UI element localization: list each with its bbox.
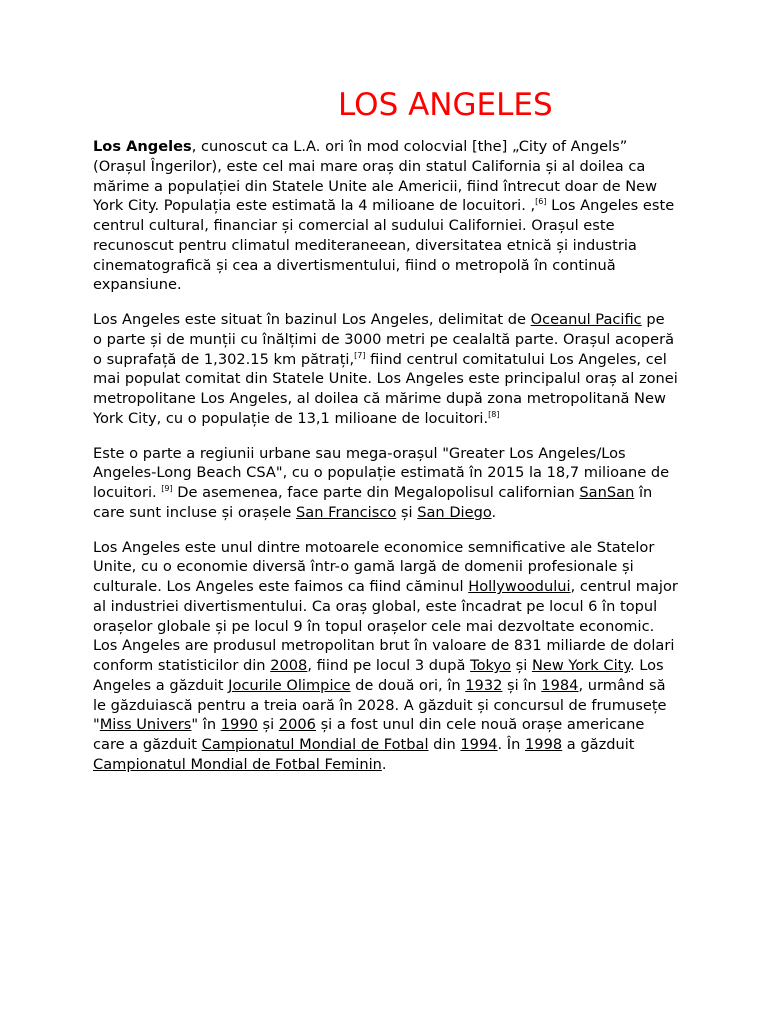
link-2008[interactable]: 2008 (270, 657, 308, 674)
reference-9[interactable]: [9] (161, 484, 173, 493)
link-sansan[interactable]: SanSan (579, 484, 635, 501)
text-run: , centrul major al industriei divertismentului. Ca oraș global, este încadrat pe locul 6 în topul orașelor globale și pe locul 9 în topul orașelor cele mai dezvoltate economic. Los Angeles are produsul metropolitan brut în valoare de 831 miliarde de dolari conform statisticilor din (93, 578, 678, 674)
link-1998[interactable]: 1998 (525, 736, 563, 753)
text-run: și (396, 503, 418, 521)
text-run: în care sunt incluse și orașele (93, 484, 653, 521)
text-run: . (491, 503, 497, 521)
link-miss-univers[interactable]: Miss Univers (99, 716, 192, 734)
text-run: și a fost unul din cele nouă orașe americane care a găzduit (93, 716, 645, 753)
text-run: , cunoscut ca L.A. ori în mod colocvial [the] „City of Angels” (Orașul Îngerilor), este cel mai mare oraș din statul California și al doilea ca mărime a populației din Statele Unite ale Americii, fiind întrecut doar de New York City. Populația este estimată la 4 milioane de locuitori. , (93, 138, 658, 215)
link-1994[interactable]: 1994 (460, 736, 498, 753)
text-run: " în (191, 716, 221, 734)
text-run: Los Angeles este centrul cultural, financiar și comercial al sudului Californiei. Orașul este recunoscut pentru climatul mediteraneean, diversitatea etnică și industria cinematografică și cea a divertismentului, fiind o metropolă în continuă expansiune. (93, 197, 675, 294)
text-run: Este o parte a regiunii urbane sau mega-orașul "Greater Los Angeles/Los Angeles-Long Beach CSA", cu o populație estimată în 2015 la 18,7 milioane de locuitori. (93, 444, 670, 501)
reference-6[interactable]: [6] (535, 197, 547, 207)
subject-bold: Los Angeles (93, 138, 192, 155)
text-run: a găzduit (562, 736, 635, 753)
paragraph-intro (93, 137, 678, 295)
link-campionatul-mondial-de-fotbal[interactable]: Campionatul Mondial de Fotbal (201, 736, 429, 753)
text-run: Los Angeles este unul dintre motoarele economice semnificative ale Statelor Unite, cu o economie diversă într-o gamă largă de domenii profesionale și culturale. Los Angeles este faimos ca fiind căminul (93, 538, 655, 595)
link-jocurile-olimpice[interactable]: Jocurile Olimpice (228, 676, 351, 694)
text-run: pe o parte și de munții cu înălțimi de 3000 metri pe cealaltă parte. Orașul acoperă o suprafață de 1,302.15 km pătrați, (93, 311, 675, 368)
link-tokyo[interactable]: Tokyo (470, 657, 511, 674)
paragraph-region (93, 444, 678, 523)
link-oceanul-pacific[interactable]: Oceanul Pacific (530, 311, 642, 328)
text-run: fiind centrul comitatului Los Angeles, cel mai populat comitat din Statele Unite. Los Angeles este principalul oraș al zonei metropolitane Los Angeles, al doilea că mărime după zona metropolitană New York City, cu o populație de 13,1 milioane de locuitori. (93, 350, 678, 427)
link-1990[interactable]: 1990 (220, 716, 258, 734)
text-run: și în (502, 676, 542, 694)
text-run: , urmând să le găzduiască pentru a treia oară în 2028. A găzduit și concursul de frumusețe " (93, 676, 667, 734)
text-run: . Los Angeles a găzduit (93, 657, 664, 694)
link-san-francisco[interactable]: San Francisco (296, 503, 397, 521)
reference-7[interactable]: [7] (354, 350, 366, 360)
paragraph-geography (93, 310, 678, 429)
link-san-diego[interactable]: San Diego (417, 503, 492, 521)
paragraph-economy (93, 538, 678, 775)
text-run: și (511, 657, 532, 674)
page-title: LOS ANGELES (338, 87, 553, 123)
link-1984[interactable]: 1984 (541, 676, 579, 694)
text-run: și (257, 716, 279, 734)
text-run: Los Angeles este situat în bazinul Los Angeles, delimitat de (93, 311, 531, 328)
link-hollywoodului[interactable]: Hollywoodului (468, 578, 571, 595)
link-1932[interactable]: 1932 (465, 676, 503, 694)
text-run: De asemenea, face parte din Megalopolisul californian (172, 484, 580, 501)
link-campionatul-mondial-de-fotbal-feminin[interactable]: Campionatul Mondial de Fotbal Feminin (93, 755, 382, 773)
text-run: . În (497, 736, 525, 753)
link-2006[interactable]: 2006 (278, 716, 316, 734)
text-run: de două ori, în (350, 676, 466, 694)
text-run: , fiind pe locul 3 după (307, 657, 471, 674)
link-new-york-city[interactable]: New York City (531, 657, 630, 674)
reference-8[interactable]: [8] (488, 409, 500, 419)
text-run: . (381, 755, 387, 773)
document-page (93, 0, 678, 790)
text-run: din (428, 736, 461, 753)
